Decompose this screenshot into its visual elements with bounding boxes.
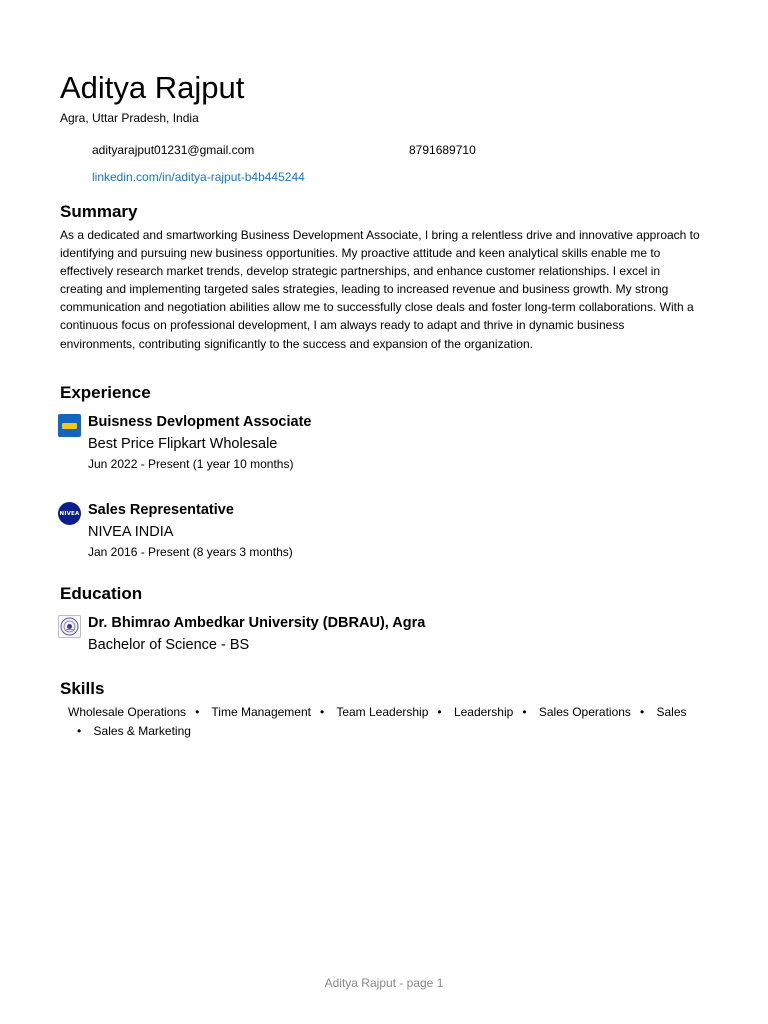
- nivea-logo-text: NIVEA: [59, 510, 80, 517]
- skill-separator: •: [320, 705, 325, 719]
- page-footer: Aditya Rajput - page 1: [324, 976, 444, 990]
- skill-item: Leadership: [453, 705, 514, 719]
- skill-item: Sales: [656, 705, 687, 719]
- job-title: Sales Representative: [88, 502, 234, 518]
- candidate-name: Aditya Rajput: [60, 70, 245, 105]
- nivea-logo-icon: [58, 502, 81, 525]
- company-name: Best Price Flipkart Wholesale: [88, 436, 278, 452]
- job-title: Buisness Devlopment Associate: [88, 414, 312, 430]
- skills-heading: Skills: [60, 679, 105, 698]
- skill-separator: •: [639, 705, 645, 719]
- phone-number: 8791689710: [409, 143, 476, 157]
- company-name: NIVEA INDIA: [88, 524, 174, 540]
- skills-list: [68, 703, 708, 740]
- employment-dates: Jun 2022 - Present (1 year 10 months): [88, 457, 294, 471]
- skill-item: Wholesale Operations: [68, 705, 187, 719]
- skill-separator: •: [522, 705, 527, 719]
- summary-text: As a dedicated and smartworking Business Development Associate, I bring a relentless drive and innovative approach to identifying and pursuing new business opportunities. My proactive attitude and keen analytical skills enable me to effectively research market trends, develop strategic partnerships, and enhance customer relationships. I excel in creating and implementing targeted sales strategies, leading to increased revenue and business growth. My strong communication and negotiation abilities allow me to successfully close deals and foster long-term collaborations. With a continuous focus on professional development, I am always ready to adapt and thrive in dynamic business environments, contributing significantly to the success and expansion of the organization.: [60, 228, 700, 351]
- experience-heading: Experience: [60, 383, 151, 402]
- skill-separator: •: [195, 705, 200, 719]
- candidate-location: Agra, Uttar Pradesh, India: [60, 111, 199, 125]
- best-price-logo-icon: [58, 414, 81, 437]
- skill-item: Team Leadership: [336, 705, 429, 719]
- linkedin-link[interactable]: linkedin.com/in/aditya-rajput-b4b445244: [92, 170, 305, 184]
- university-seal-icon: [58, 615, 81, 638]
- skill-separator: •: [77, 723, 82, 738]
- skill-item: Sales Operations: [538, 705, 631, 719]
- employment-dates: Jan 2016 - Present (8 years 3 months): [88, 545, 293, 559]
- degree-name: Bachelor of Science - BS: [88, 637, 250, 653]
- skill-separator: •: [437, 705, 442, 719]
- skill-item: Time Management: [211, 705, 311, 719]
- school-name: Dr. Bhimrao Ambedkar University (DBRAU), Agra: [88, 615, 426, 631]
- summary-heading: Summary: [60, 202, 138, 221]
- email-address: adityarajput01231@gmail.com: [92, 143, 255, 157]
- skill-item: Sales & Marketing: [93, 723, 191, 738]
- education-heading: Education: [60, 584, 143, 603]
